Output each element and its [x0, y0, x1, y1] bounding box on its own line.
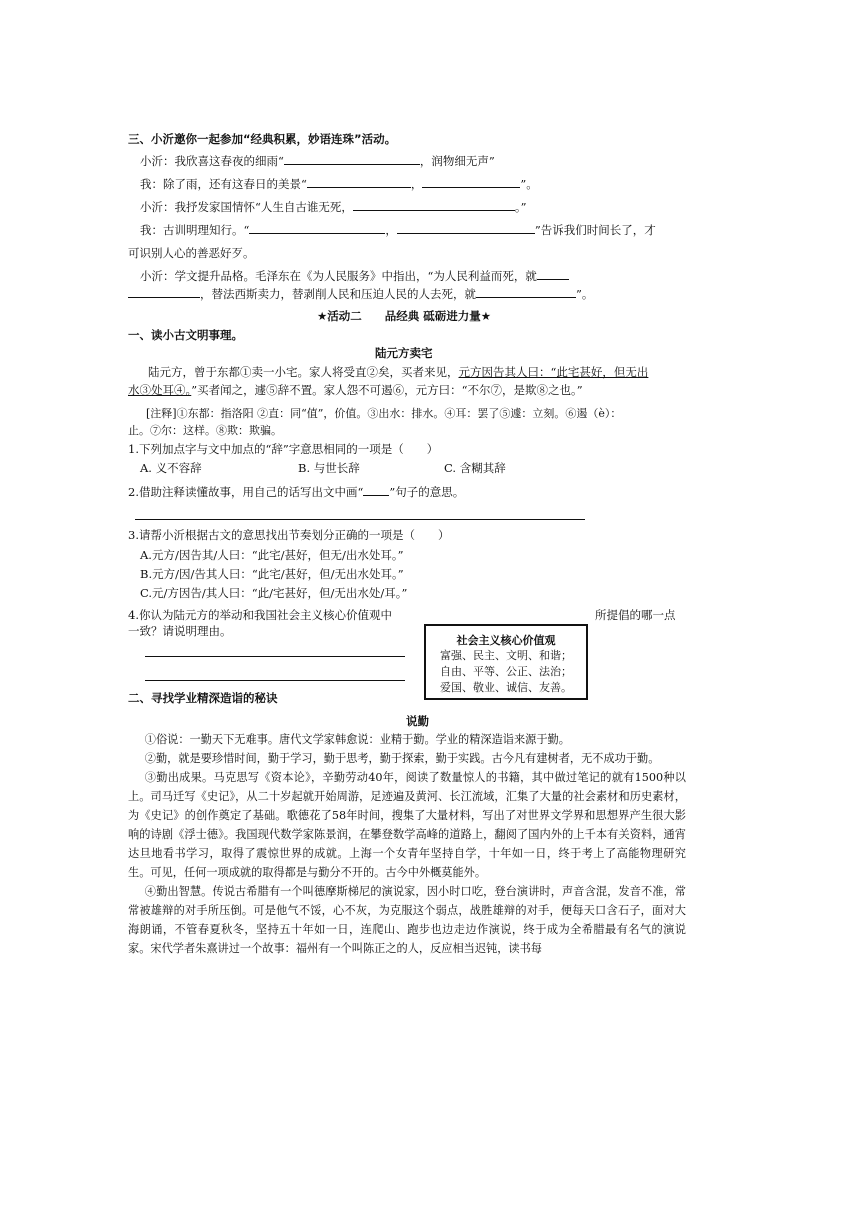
essay-body: [128, 730, 686, 958]
answer-line[interactable]: [145, 680, 405, 681]
dialogue-text: 小沂：我抒发家国情怀“人生自古谁无死，: [140, 200, 353, 214]
dialogue-text: ”。: [576, 287, 594, 301]
core-values-title: 社会主义核心价值观: [456, 634, 556, 647]
dialogue-text: ，润物细无声”: [419, 154, 495, 168]
dialogue-line-6: [140, 268, 569, 284]
question-4-line-2: 一致？请说明理由。: [128, 624, 232, 638]
answer-blank[interactable]: [397, 222, 535, 234]
section3-heading: 三、小沂邀你一起参加“经典积累，妙语连珠”活动。: [128, 132, 397, 146]
question-4: 4.你认为陆元方的举动和我国社会主义核心价值观中: [128, 608, 392, 622]
part1-heading: 一、读小古文明事理。: [128, 328, 243, 342]
question-3: 3.请帮小沂根据古文的意思找出节奏划分正确的一项是（ ）: [128, 528, 450, 542]
answer-line[interactable]: [135, 519, 585, 520]
underline-mark: [363, 484, 389, 496]
classical-text-line-2: [128, 382, 583, 398]
annotation-line-2: 止。⑦尔：这样。⑧欺：欺骗。: [128, 424, 282, 437]
essay-paragraph-3: ③勤出成果。马克思写《资本论》，辛勤劳动40年，阅读了数量惊人的书籍，其中做过笔记的就有1500种以上。司马迁写《史记》，从二十岁起就开始周游，足迹遍及黄河、长江流域，汇集了大量的社会素材和历史素材，为《史记》的创作奠定了基础。歌德花了58年时间，搜集了大量材料，写出了对世界文学界和思想界产生很大影响的诗剧《浮士德》。我国现代数学家陈景润，在攀登数学高峰的道路上，翻阅了国内外的上千本有关资料，通宵达旦地看书学习，取得了震惊世界的成就。上海一个女青年坚持自学，十年如一日，终于考上了高能物理研究生。可见，任何一项成就的取得都是与勤分不开的。古今中外概莫能外。: [128, 771, 686, 879]
dialogue-text: ，替法西斯卖力，替剥削人民和压迫人民的人去死，就: [200, 287, 476, 301]
answer-blank[interactable]: [537, 268, 569, 280]
dialogue-line-5: 可识别人心的善恶好歹。: [128, 246, 255, 260]
answer-blank[interactable]: [353, 199, 515, 211]
answer-blank[interactable]: [307, 176, 411, 188]
answer-blank[interactable]: [476, 286, 576, 298]
question-3-option-b[interactable]: B.元方/因/告其人曰：“此宅/甚好，但/无出水处耳。”: [140, 567, 404, 581]
question-text: ”句子的意思。: [389, 485, 465, 499]
dialogue-text: 我：除了雨，还有这春日的美景“: [140, 177, 307, 191]
dialogue-line-4: [140, 222, 656, 238]
dialogue-line-3: [140, 199, 527, 215]
question-1-option-c[interactable]: C. 含糊其辞: [444, 461, 506, 475]
question-4-continued: 所提倡的哪一点: [595, 608, 676, 622]
answer-blank[interactable]: [284, 153, 420, 165]
annotation-line-1: [注释]①东都：指洛阳 ②直：同“值”，价值。③出水：排水。④耳：罢了⑤遽：立刻。⑥遏（è）：: [146, 407, 622, 420]
essay-paragraph-2: ②勤，就是要珍惜时间，勤于学习，勤于思考，勤于探索，勤于实践。古今凡有建树者，无不成功于勤。: [144, 752, 660, 765]
question-1-option-b[interactable]: B. 与世长辞: [298, 461, 360, 475]
core-values-box: [424, 624, 588, 700]
underlined-sentence: 元方因告其人曰：“此宅甚好，但无出: [458, 365, 649, 379]
dialogue-line-7: [128, 286, 593, 302]
answer-blank[interactable]: [249, 222, 385, 234]
dialogue-text: 小沂：我欣喜这春夜的细雨“: [140, 154, 284, 168]
classical-text-line-1: [148, 364, 648, 380]
question-1-option-a[interactable]: A. 义不容辞: [140, 461, 202, 475]
part2-heading: 二、寻找学业精深造诣的秘诀: [128, 691, 278, 705]
question-3-option-a[interactable]: A.元方/因告其/人曰：“此宅/甚好，但无/出水处耳。”: [140, 548, 404, 562]
answer-blank[interactable]: [422, 176, 520, 188]
question-3-option-c[interactable]: C.元/方因告/其人曰：“此/宅甚好，但/无出水处/耳。”: [140, 586, 408, 600]
dialogue-text: 。”: [514, 200, 527, 214]
core-values-line: 爱国、敬业、诚信、友善。: [440, 681, 572, 694]
dialogue-text: 我：古训明理知行。“: [140, 223, 250, 237]
question-2: [128, 484, 464, 500]
answer-line[interactable]: [145, 656, 405, 657]
question-text: 2.借助注释读懂故事，用自己的话写出文中画“: [128, 485, 364, 499]
underlined-sentence: 水③处耳④。: [128, 383, 192, 397]
classical-text: ”买者闻之，遽⑤辞不置。家人怨不可遏⑥，元方曰：“不尔⑦，是欺⑧之也。”: [191, 383, 583, 397]
dialogue-text: ”告诉我们时间长了，才: [534, 223, 656, 237]
core-values-line: 富强、民主、文明、和谐；: [440, 649, 572, 662]
question-1: 1.下列加点字与文中加点的“辞”字意思相同的一项是（ ）: [128, 442, 439, 456]
answer-blank[interactable]: [128, 286, 200, 298]
dialogue-text: ，: [385, 223, 397, 237]
classical-text-title: 陆元方卖宅: [375, 346, 433, 360]
dialogue-line-1: [140, 153, 495, 169]
dialogue-text: ，: [410, 177, 423, 191]
core-values-line: 自由、平等、公正、法治；: [440, 665, 572, 678]
essay-title: 说勤: [406, 714, 429, 728]
dialogue-text: ”。: [520, 177, 538, 191]
activity2-title: ★活动二 品经典 砥砺进力量★: [317, 309, 492, 323]
dialogue-line-2: [140, 176, 538, 192]
essay-paragraph-4: ④勤出智慧。传说古希腊有一个叫德摩斯梯尼的演说家，因小时口吃，登台演讲时，声音含混，发音不准，常常被雄辩的对手所压倒。可是他气不馁，心不灰，为克服这个弱点，战胜雄辩的对手，便每天口含石子，面对大海朗诵，不管春夏秋冬，坚持五十年如一日，连爬山、跑步也边走边作演说，终于成为全希腊最有名气的演说家。宋代学者朱熹讲过一个故事：福州有一个叫陈正之的人，反应相当迟钝，读书每: [128, 885, 686, 955]
classical-text: 陆元方，曾于东都①卖一小宅。家人将受直②矣，买者来见，: [148, 365, 459, 379]
dialogue-text: 小沂：学文提升品格。毛泽东在《为人民服务》中指出，“为人民利益而死，就: [140, 269, 537, 283]
essay-paragraph-1: ①俗说：一勤天下无难事。唐代文学家韩愈说：业精于勤。学业的精深造诣来源于勤。: [144, 733, 570, 746]
